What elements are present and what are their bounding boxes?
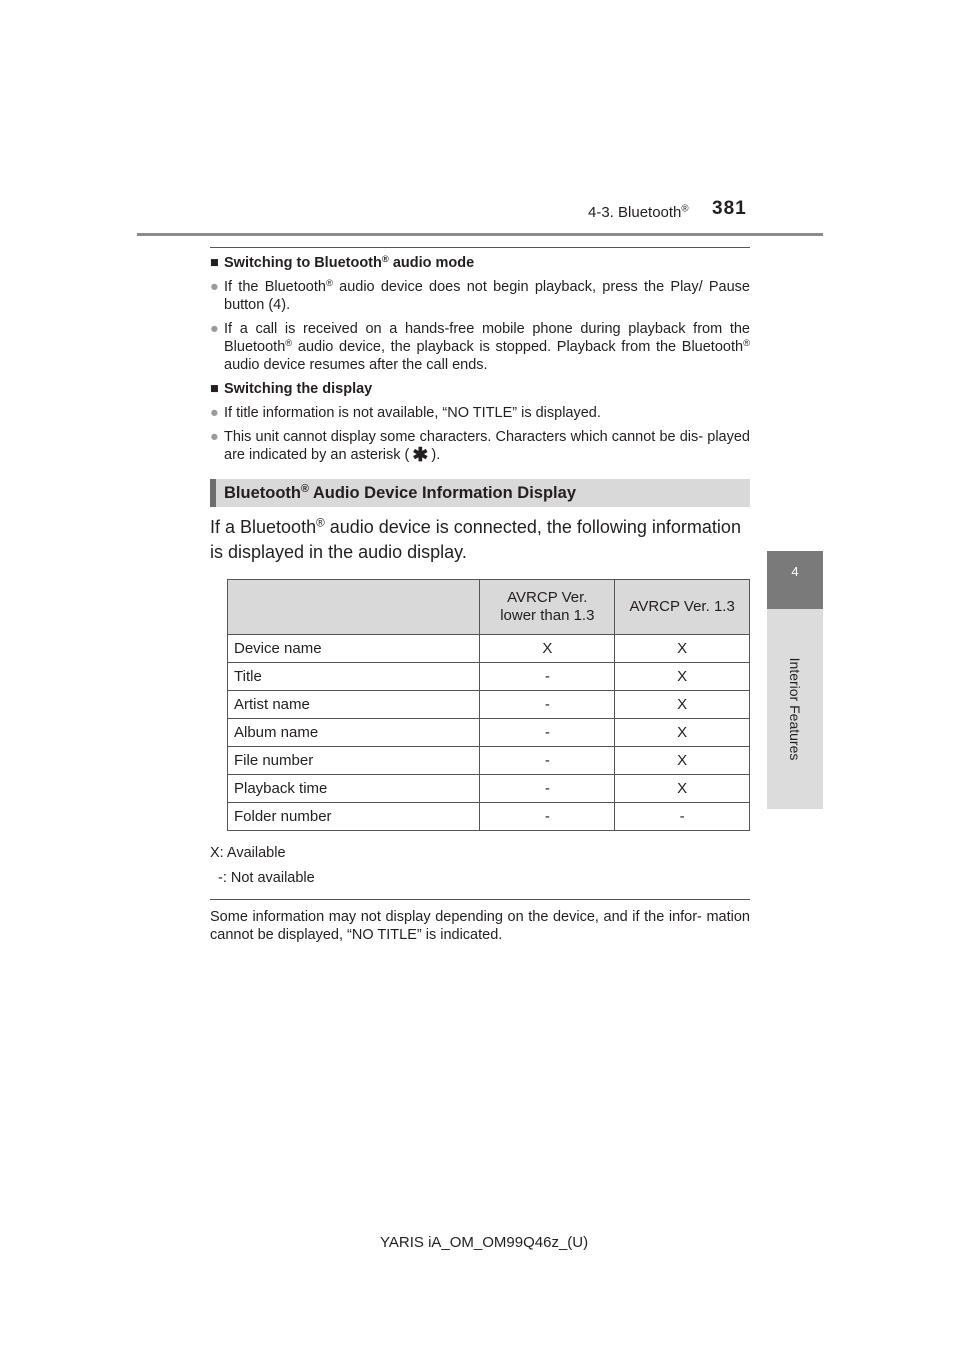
bullet-text: ). xyxy=(431,447,441,463)
list-item xyxy=(210,428,750,465)
top-divider xyxy=(210,247,750,248)
registered-mark: ® xyxy=(381,252,389,264)
list-item xyxy=(210,278,750,314)
registered-mark: ® xyxy=(285,336,293,348)
table-cell: X xyxy=(615,663,750,691)
table-cell: - xyxy=(480,719,615,747)
table-cell: X xyxy=(615,747,750,775)
table-row xyxy=(228,775,750,803)
chapter-tab-number: 4 xyxy=(767,551,823,609)
registered-mark: ® xyxy=(325,276,333,288)
section-heading-text: Bluetooth xyxy=(224,484,301,502)
square-bullet-icon: ■ xyxy=(210,381,219,397)
table-cell: Title xyxy=(228,663,480,691)
list-item xyxy=(210,404,750,422)
note-paragraph: Some information may not display depending on the device, and if the infor- mation cannot be displayed, “NO TITLE” is indicated. xyxy=(210,909,750,943)
note-divider xyxy=(210,899,750,900)
table-row xyxy=(228,719,750,747)
dot-bullet-icon: ● xyxy=(210,405,219,421)
table-cell: Folder number xyxy=(228,803,480,831)
dot-bullet-icon: ● xyxy=(210,279,219,295)
dot-bullet-icon: ● xyxy=(210,321,219,337)
table-cell: Album name xyxy=(228,719,480,747)
table-cell: - xyxy=(480,747,615,775)
table-cell: X xyxy=(615,691,750,719)
table-cell: X xyxy=(480,635,615,663)
table-row xyxy=(228,747,750,775)
table-row xyxy=(228,635,750,663)
chapter-tab-label-text: Interior Features xyxy=(787,657,803,761)
registered-mark: ® xyxy=(300,483,309,496)
heading-text: Switching to Bluetooth xyxy=(224,255,382,271)
table-cell: X xyxy=(615,635,750,663)
table-header-cell: AVRCP Ver. lower than 1.3 xyxy=(480,580,615,635)
lead-paragraph xyxy=(210,515,750,565)
table-cell: - xyxy=(480,803,615,831)
bullet-text: This unit cannot display some characters. Characters which cannot be dis- played are indicated by an asterisk ( xyxy=(224,429,750,463)
registered-mark: ® xyxy=(681,203,689,215)
table-cell: Artist name xyxy=(228,691,480,719)
main-content xyxy=(210,247,750,944)
bullet-text: audio device resumes after the call ends. xyxy=(224,357,488,373)
table-cell: - xyxy=(480,691,615,719)
table-cell: - xyxy=(480,663,615,691)
lead-text: If a Bluetooth xyxy=(210,517,317,537)
heading-text: audio mode xyxy=(388,255,475,271)
lead-text: audio device is connected, the following information is displayed in the audio display. xyxy=(210,517,741,562)
table-cell: X xyxy=(615,775,750,803)
bullet-text: If the Bluetooth xyxy=(224,279,326,295)
table-row xyxy=(228,663,750,691)
header-divider xyxy=(137,233,823,236)
table-cell: Playback time xyxy=(228,775,480,803)
bullet-text: If title information is not available, “NO TITLE” is displayed. xyxy=(224,405,601,421)
section-title-text: 4-3. Bluetooth xyxy=(588,204,682,221)
section-title xyxy=(588,204,689,221)
dot-bullet-icon: ● xyxy=(210,429,219,445)
bullet-text: audio device, the playback is stopped. Playback from the Bluetooth xyxy=(292,339,744,355)
table-cell: File number xyxy=(228,747,480,775)
table-header-cell xyxy=(228,580,480,635)
square-bullet-icon: ■ xyxy=(210,255,219,271)
section-heading-text: Audio Device Information Display xyxy=(308,484,576,502)
switching-audio-heading xyxy=(210,254,750,272)
table-header-row xyxy=(228,580,750,635)
info-table xyxy=(227,579,750,831)
heading-text: Switching the display xyxy=(224,381,373,397)
registered-mark: ® xyxy=(316,516,325,530)
list-item xyxy=(210,320,750,374)
table-cell: X xyxy=(615,719,750,747)
registered-mark: ® xyxy=(743,336,750,348)
table-header-cell: AVRCP Ver. 1.3 xyxy=(615,580,750,635)
table-cell: - xyxy=(480,775,615,803)
table-row xyxy=(228,691,750,719)
legend-available: X: Available xyxy=(210,845,286,861)
table-legend xyxy=(210,841,750,891)
document-footer: YARIS iA_OM_OM99Q46z_(U) xyxy=(380,1234,589,1251)
chapter-tab-label xyxy=(767,609,823,809)
legend-not-available: -: Not available xyxy=(218,870,315,886)
switching-display-heading xyxy=(210,380,750,398)
bullet-text: If a call is received on a hands-free mobile phone during playback from the Bluetooth xyxy=(224,321,750,355)
bullet-text: audio device does not begin playback, press the Play/ Pause button (4). xyxy=(224,279,750,313)
asterisk-icon: ✱ xyxy=(412,445,429,466)
section-heading-bar xyxy=(210,479,750,507)
table-row xyxy=(228,803,750,831)
table-cell: - xyxy=(615,803,750,831)
page-number: 381 xyxy=(712,198,747,219)
table-cell: Device name xyxy=(228,635,480,663)
